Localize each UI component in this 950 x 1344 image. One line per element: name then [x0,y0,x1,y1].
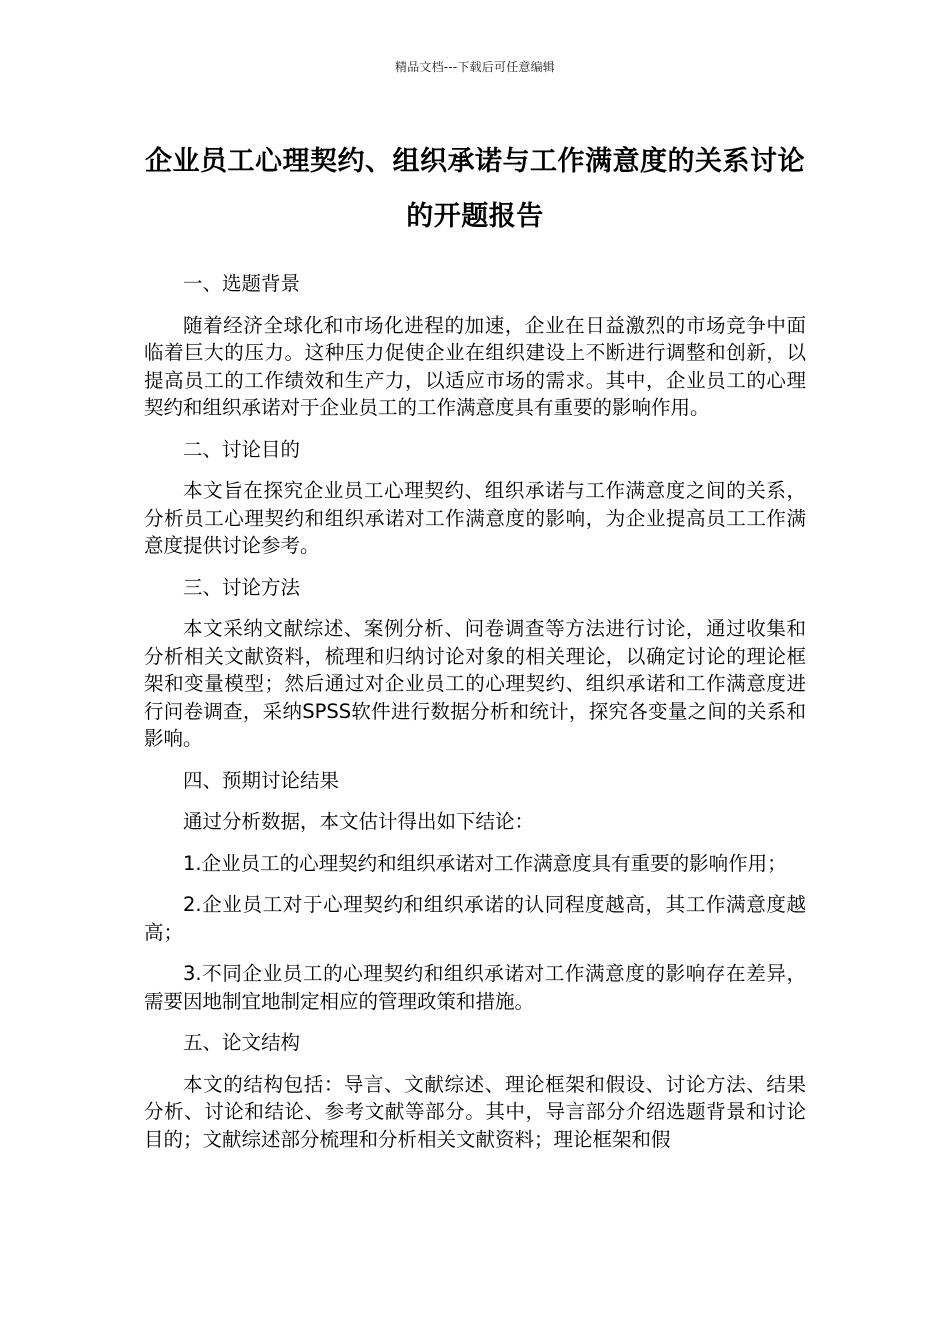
section-heading-structure: 五、论文结构 [183,1031,301,1054]
list-item: 1.企业员工的心理契约和组织承诺对工作满意度具有重要的影响作用； [183,851,787,875]
paragraph: 本文采纳文献综述、案例分析、问卷调查等方法进行讨论，通过收集和分析相关文献资料，梳理和归纳讨论对象的相关理论，以确定讨论的理论框架和变量模型；然后通过对企业员工的心理契约、组织承诺和工作满意度进行问卷调查，采纳SPSS软件进行数据分析和统计，探究各变量之间的关系和影响。 [144,617,806,750]
section-heading-purpose: 二、讨论目的 [183,437,301,461]
section-heading-expected-results: 四、预期讨论结果 [183,768,340,792]
document-body [144,270,806,1167]
list-item: 2.企业员工对于心理契约和组织承诺的认同程度越高，其工作满意度越高； [144,893,806,944]
paragraph: 本文的结构包括：导言、文献综述、理论框架和假设、讨论方法、结果分析、讨论和结论、参考文献等部分。其中，导言部分介绍选题背景和讨论目的；文献综述部分梳理和分析相关文献资料；理论框架和假 [144,1072,806,1151]
list-item: 3.不同企业员工的心理契约和组织承诺对工作满意度的影响存在差异，需要因地制宜地制定相应的管理政策和措施。 [144,962,806,1013]
document-title: 企业员工心理契约、组织承诺与工作满意度的关系讨论的开题报告 [145,146,805,232]
page-header: 精品文档---下载后可任意编辑 [395,60,555,74]
paragraph: 随着经济全球化和市场化进程的加速，企业在日益激烈的市场竞争中面临着巨大的压力。这种压力促使企业在组织建设上不断进行调整和创新，以提高员工的工作绩效和生产力，以适应市场的需求。其中，企业员工的心理契约和组织承诺对于企业员工的工作满意度具有重要的影响作用。 [144,313,806,419]
section-heading-method: 三、讨论方法 [183,575,301,599]
paragraph: 通过分析数据，本文估计得出如下结论： [183,810,535,833]
paragraph: 本文旨在探究企业员工心理契约、组织承诺与工作满意度之间的关系，分析员工心理契约和组织承诺对工作满意度的影响，为企业提高员工工作满意度提供讨论参考。 [144,479,806,557]
section-heading-background: 一、选题背景 [183,272,301,295]
